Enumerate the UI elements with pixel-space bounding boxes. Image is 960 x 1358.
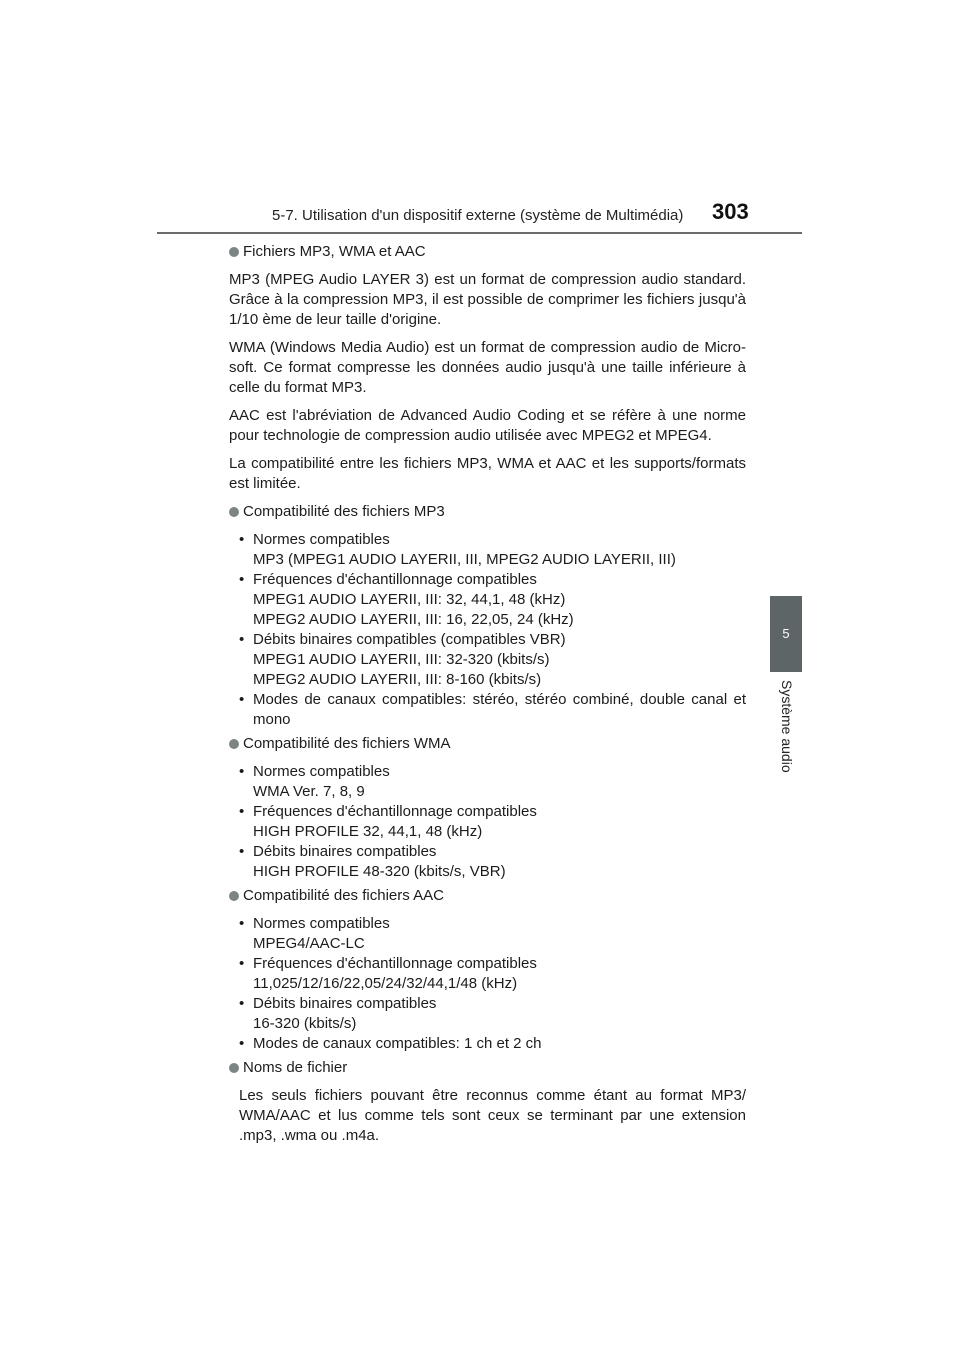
list-item-detail: HIGH PROFILE 48-320 (kbits/s, VBR) — [253, 863, 506, 880]
chapter-tab-number: 5 — [782, 626, 790, 641]
paragraph: WMA (Windows Media Audio) est un format de compression audio de Micro-soft. Ce format compresse les données audio jusqu'à une taille inférieure à celle du format MP3. — [229, 339, 746, 396]
list-item-detail: WMA Ver. 7, 8, 9 — [253, 783, 365, 800]
header-rule — [157, 232, 802, 234]
list-item: • Normes compatibles — [239, 763, 390, 780]
list-item-detail: MPEG2 AUDIO LAYERII, III: 8-160 (kbits/s) — [253, 671, 542, 688]
paragraph: La compatibilité entre les fichiers MP3, WMA et AAC et les supports/formats est limitée. — [229, 455, 746, 492]
list-item: • Normes compatibles — [239, 915, 390, 932]
section-heading: Compatibilité des fichiers WMA — [229, 734, 746, 754]
section-heading: Compatibilité des fichiers AAC — [229, 886, 746, 906]
list-item: • Débits binaires compatibles — [239, 843, 437, 860]
spec-list — [229, 762, 746, 882]
page-content — [229, 240, 746, 1154]
section-heading: Fichiers MP3, WMA et AAC — [229, 242, 746, 262]
list-item: • Fréquences d'échantillonnage compatibles — [239, 955, 537, 972]
list-item-detail: MPEG2 AUDIO LAYERII, III: 16, 22,05, 24 (kHz) — [253, 611, 574, 628]
page-number: 303 — [712, 199, 749, 224]
list-item: • Fréquences d'échantillonnage compatibles — [239, 571, 537, 588]
spec-list — [229, 530, 746, 730]
list-item: • Modes de canaux compatibles: stéréo, stéréo combiné, double canal et mono — [239, 691, 746, 728]
list-item: • Débits binaires compatibles — [239, 995, 437, 1012]
paragraph: MP3 (MPEG Audio LAYER 3) est un format de compression audio standard. Grâce à la compression MP3, il est possible de comprimer les fichiers jusqu'à 1/10 ème de leur taille d'origine. — [229, 271, 746, 328]
list-item-detail: MPEG1 AUDIO LAYERII, III: 32-320 (kbits/s) — [253, 651, 550, 668]
bullet-dot-icon — [229, 507, 239, 517]
list-item: • Modes de canaux compatibles: 1 ch et 2 ch — [239, 1035, 542, 1052]
spec-list — [229, 914, 746, 1054]
section-heading: Compatibilité des fichiers MP3 — [229, 502, 746, 522]
paragraph: AAC est l'abréviation de Advanced Audio Coding et se réfère à une norme pour technologie de compression audio utilisée avec MPEG2 et MPEG4. — [229, 407, 746, 444]
section-heading: Noms de fichier — [229, 1058, 746, 1078]
list-item-detail: MP3 (MPEG1 AUDIO LAYERII, III, MPEG2 AUDIO LAYERII, III) — [253, 551, 676, 568]
list-item: • Fréquences d'échantillonnage compatibles — [239, 803, 537, 820]
paragraph: Les seuls fichiers pouvant être reconnus comme étant au format MP3/ WMA/AAC et lus comme tels sont ceux se terminant par une extension .mp3, .wma ou .m4a. — [239, 1087, 746, 1144]
list-item-detail: MPEG4/AAC-LC — [253, 935, 365, 952]
list-item-detail: MPEG1 AUDIO LAYERII, III: 32, 44,1, 48 (kHz) — [253, 591, 566, 608]
list-item: • Débits binaires compatibles (compatibles VBR) — [239, 631, 566, 648]
bullet-dot-icon — [229, 739, 239, 749]
list-item-detail: 11,025/12/16/22,05/24/32/44,1/48 (kHz) — [253, 975, 518, 992]
bullet-dot-icon — [229, 247, 239, 257]
bullet-dot-icon — [229, 1063, 239, 1073]
list-item: • Normes compatibles — [239, 531, 390, 548]
bullet-dot-icon — [229, 891, 239, 901]
list-item-detail: 16-320 (kbits/s) — [253, 1015, 357, 1032]
chapter-label: Système audio — [779, 680, 795, 773]
running-header: 5-7. Utilisation d'un dispositif externe (système de Multimédia) — [272, 207, 684, 224]
list-item-detail: HIGH PROFILE 32, 44,1, 48 (kHz) — [253, 823, 483, 840]
